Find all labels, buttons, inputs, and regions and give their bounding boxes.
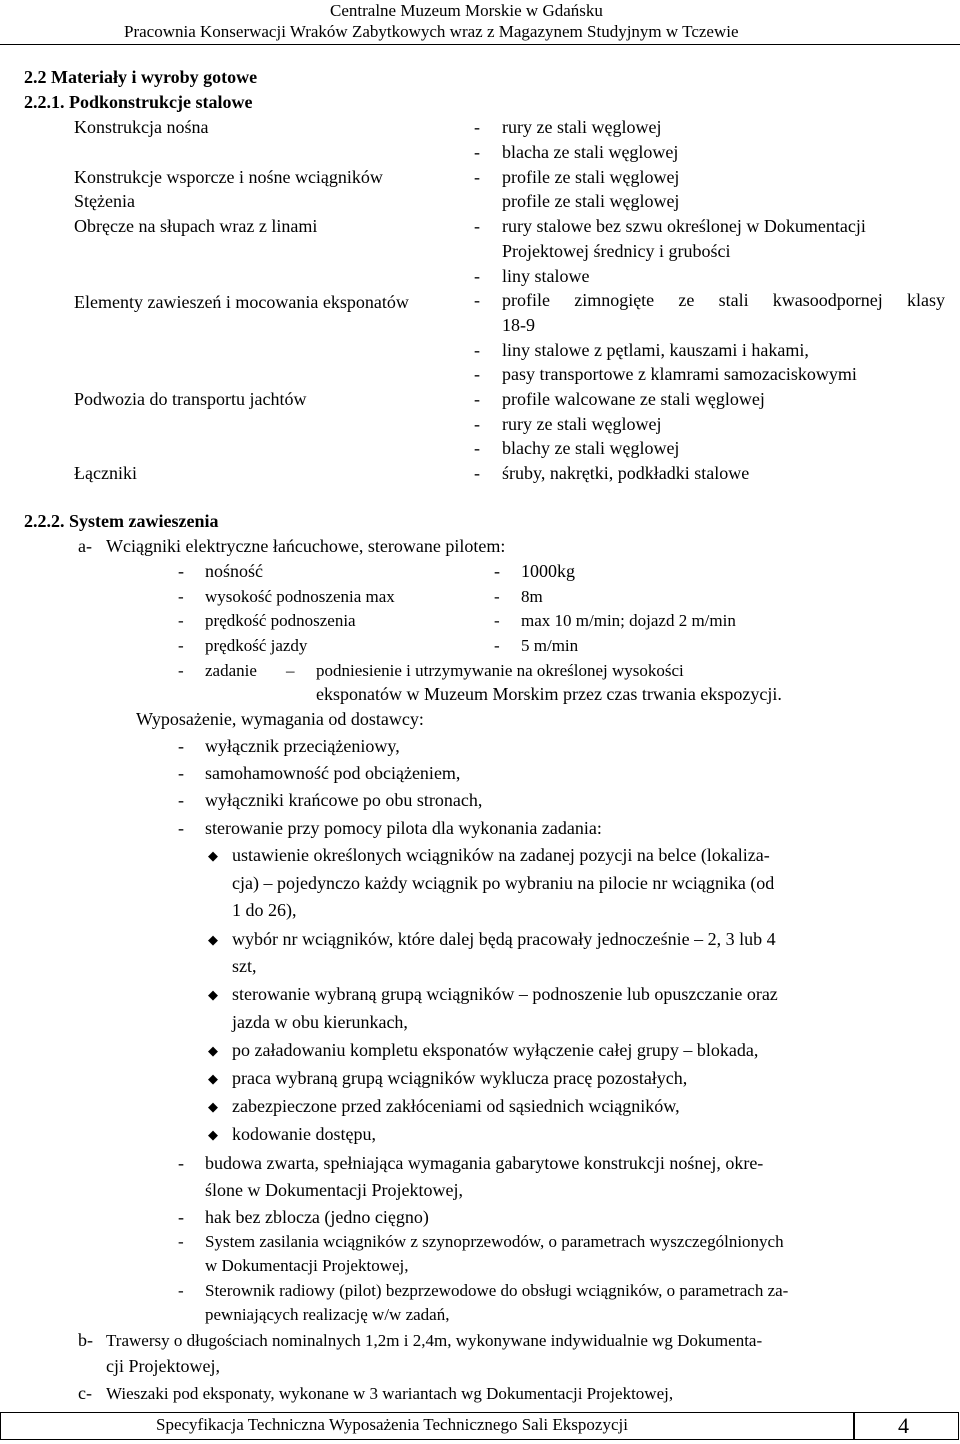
table-right-item: liny stalowe z pętlami, kauszami i hakami, — [502, 340, 809, 360]
bullet-text: 1 do 26), — [232, 900, 297, 920]
req-item: Sterownik radiowy (pilot) bezprzewodowe do obsługi wciągników, o parametrach za- — [205, 1281, 789, 1300]
item-b-text: cji Projektowej, — [106, 1356, 220, 1376]
table-left-item: Konstrukcja nośna — [74, 117, 209, 137]
table-right-item: rury ze stali węglowej — [502, 414, 662, 434]
section-2-2-title: 2.2 Materiały i wyroby gotowe — [24, 67, 258, 87]
table-dash: - — [474, 463, 480, 483]
diamond-bullet-icon: ◆ — [208, 987, 218, 1002]
table-right-item: liny stalowe — [502, 266, 590, 286]
bullet-text: cja) – pojedynczo każdy wciągnik po wybraniu na pilocie nr wciągnika (od — [232, 873, 775, 893]
header-line-2: Pracownia Konserwacji Wraków Zabytkowych wraz z Magazynem Studyjnym w Tczewie — [124, 22, 739, 41]
zadanie-label: zadanie — [205, 661, 257, 680]
param-dash: - — [178, 636, 184, 655]
param-value: max 10 m/min; dojazd 2 m/min — [521, 611, 736, 630]
req-dash: - — [178, 736, 184, 756]
section-2-2-1-title: 2.2.1. Podkonstrukcje stalowe — [24, 92, 253, 112]
param-name: nośność — [205, 561, 263, 581]
bullet-text: wybór nr wciągników, które dalej będą pracowały jednocześnie – 2, 3 lub 4 — [232, 929, 776, 949]
bullet-text: ustawienie określonych wciągników na zadanej pozycji na belce (lokaliza- — [232, 845, 770, 865]
bullet-text: szt, — [232, 956, 257, 976]
param-dash: - — [178, 611, 184, 630]
param-name: prędkość podnoszenia — [205, 611, 356, 630]
req-dash: - — [178, 763, 184, 783]
param-dash: - — [494, 587, 500, 606]
table-right-item: pasy transportowe z klamrami samozaciskowymi — [502, 364, 857, 384]
table-dash: - — [474, 167, 480, 187]
table-right-item: profile ze stali węglowej — [502, 191, 680, 211]
param-dash: - — [494, 561, 500, 581]
req-item: wyłączniki krańcowe po obu stronach, — [205, 790, 483, 810]
footer-title: Specyfikacja Techniczna Wyposażenia Technicznego Sali Ekspozycji — [156, 1415, 628, 1434]
req-dash: - — [178, 790, 184, 810]
zadanie-text: podniesienie i utrzymywanie na określonej wysokości — [316, 661, 684, 680]
table-left-item: Łączniki — [74, 463, 137, 483]
table-dash: - — [474, 364, 480, 384]
table-left-item: Obręcze na słupach wraz z linami — [74, 216, 318, 236]
req-dash: - — [178, 1153, 184, 1173]
param-dash: - — [494, 611, 500, 630]
table-right-item: profile zimnogięte ze stali kwasoodpornej klasy — [502, 290, 945, 310]
zadanie-dash: – — [286, 661, 295, 680]
table-right-item: rury ze stali węglowej — [502, 117, 662, 137]
table-right-item: rury stalowe bez szwu określonej w Dokumentacji — [502, 216, 866, 236]
bullet-text: po załadowaniu kompletu eksponatów wyłączenie całej grupy – blokada, — [232, 1040, 759, 1060]
param-name: prędkość jazdy — [205, 636, 308, 655]
zadanie-text: eksponatów w Muzeum Morskim przez czas trwania ekspozycji. — [316, 684, 782, 704]
req-item: hak bez zblocza (jedno cięgno) — [205, 1207, 429, 1227]
table-dash: - — [474, 117, 480, 137]
table-right-item: blachy ze stali węglowej — [502, 438, 680, 458]
req-dash: - — [178, 1207, 184, 1227]
req-item: sterowanie przy pomocy pilota dla wykonania zadania: — [205, 818, 602, 838]
diamond-bullet-icon: ◆ — [208, 1127, 218, 1142]
diamond-bullet-icon: ◆ — [208, 932, 218, 947]
param-dash: - — [494, 636, 500, 655]
req-item: budowa zwarta, spełniająca wymagania gabarytowe konstrukcji nośnej, okre- — [205, 1153, 764, 1173]
table-right-item: śruby, nakrętki, podkładki stalowe — [502, 463, 750, 483]
bullet-text: kodowanie dostępu, — [232, 1124, 376, 1144]
bullet-text: praca wybraną grupą wciągników wyklucza pracę pozostałych, — [232, 1068, 688, 1088]
bullet-text: sterowanie wybraną grupą wciągników – podnoszenie lub opuszczanie oraz — [232, 984, 778, 1004]
table-dash: - — [474, 438, 480, 458]
table-left-item: Konstrukcje wsporcze i nośne wciągników — [74, 167, 383, 187]
item-a-text: Wciągniki elektryczne łańcuchowe, sterowane pilotem: — [106, 536, 506, 556]
bullet-text: jazda w obu kierunkach, — [232, 1012, 408, 1032]
req-dash: - — [178, 818, 184, 838]
table-dash: - — [474, 414, 480, 434]
table-dash: - — [474, 340, 480, 360]
req-item: ślone w Dokumentacji Projektowej, — [205, 1180, 463, 1200]
table-dash: - — [474, 266, 480, 286]
req-item: samohamowność pod obciążeniem, — [205, 763, 461, 783]
diamond-bullet-icon: ◆ — [208, 1071, 218, 1086]
req-item: pewniających realizację w/w zadań, — [205, 1305, 450, 1324]
param-dash: - — [178, 587, 184, 606]
table-dash: - — [474, 142, 480, 162]
diamond-bullet-icon: ◆ — [208, 1043, 218, 1058]
equipment-title: Wyposażenie, wymagania od dostawcy: — [136, 709, 424, 729]
req-item: System zasilania wciągników z szynoprzewodów, o parametrach wyszczególnionych — [205, 1232, 784, 1251]
param-value: 1000kg — [521, 561, 575, 581]
req-dash: - — [178, 1281, 184, 1300]
table-right-item: 18-9 — [502, 315, 535, 335]
item-c-label: c- — [78, 1383, 92, 1403]
table-dash: - — [474, 389, 480, 409]
param-value: 5 m/min — [521, 636, 579, 655]
section-2-2-2-title: 2.2.2. System zawieszenia — [24, 511, 219, 531]
param-dash: - — [178, 561, 184, 581]
param-value: 8m — [521, 587, 543, 606]
zadanie-dash: - — [178, 661, 184, 680]
item-b-label: b- — [78, 1330, 93, 1350]
table-right-item: blacha ze stali węglowej — [502, 142, 679, 162]
item-c-text: Wieszaki pod eksponaty, wykonane w 3 wariantach wg Dokumentacji Projektowej, — [106, 1384, 674, 1403]
table-right-item: profile walcowane ze stali węglowej — [502, 389, 765, 409]
table-right-item: Projektowej średnicy i grubości — [502, 241, 731, 261]
table-left-item: Stężenia — [74, 191, 135, 211]
param-name: wysokość podnoszenia max — [205, 587, 395, 606]
diamond-bullet-icon: ◆ — [208, 848, 218, 863]
req-item: wyłącznik przeciążeniowy, — [205, 736, 400, 756]
req-item: w Dokumentacji Projektowej, — [205, 1256, 409, 1275]
header-line-1: Centralne Muzeum Morskie w Gdańsku — [330, 1, 603, 20]
bullet-text: zabezpieczone przed zakłóceniami od sąsiednich wciągników, — [232, 1096, 680, 1116]
table-left-item: Elementy zawieszeń i mocowania eksponatów — [74, 292, 409, 312]
header-rule — [0, 44, 960, 45]
item-b-text: Trawersy o długościach nominalnych 1,2m i 2,4m, wykonywane indywidualnie wg Dokumenta- — [106, 1331, 763, 1350]
diamond-bullet-icon: ◆ — [208, 1099, 218, 1114]
table-left-item: Podwozia do transportu jachtów — [74, 389, 307, 409]
page-number: 4 — [898, 1413, 909, 1438]
req-dash: - — [178, 1232, 184, 1251]
table-right-item: profile ze stali węglowej — [502, 167, 680, 187]
table-dash: - — [474, 290, 480, 310]
item-a-label: a- — [78, 536, 92, 556]
table-dash: - — [474, 216, 480, 236]
